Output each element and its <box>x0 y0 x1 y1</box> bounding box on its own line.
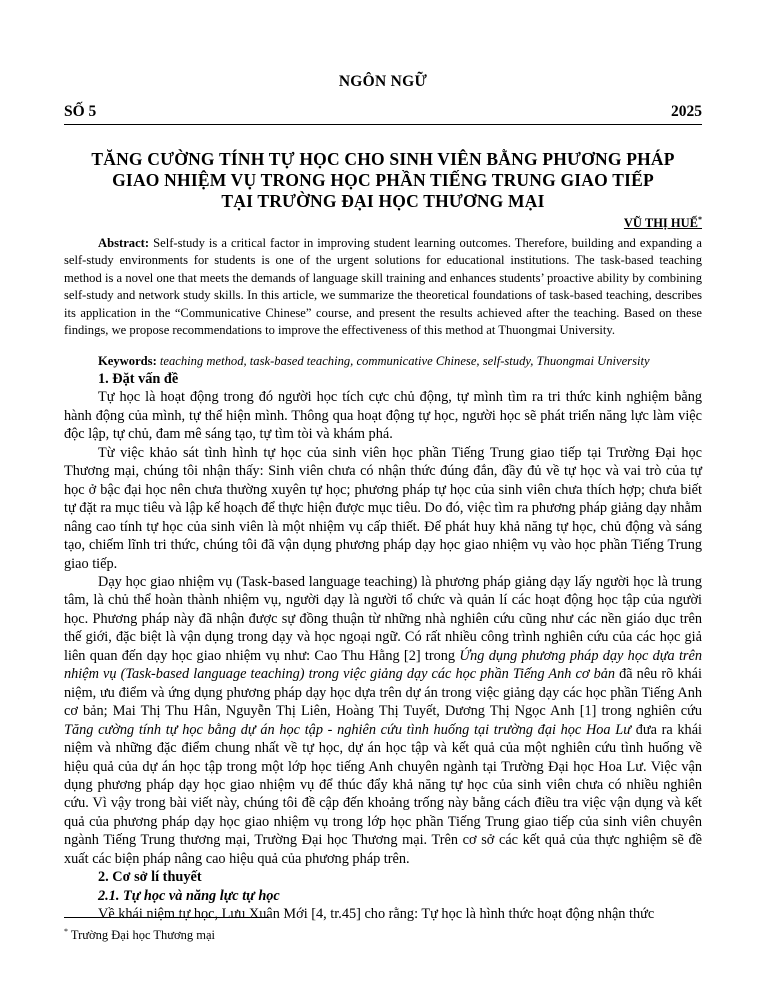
footnote-mark: * <box>64 927 68 936</box>
paragraph: Về khái niệm tự học, Lưu Xuân Mới [4, tr.45] cho rằng: Tự học là hình thức hoạt động nhận thức <box>98 906 655 923</box>
author-name: VŨ THỊ HUẾ* <box>623 215 702 231</box>
paragraph: Dạy học giao nhiệm vụ (Task-based language teaching) là phương pháp giảng dạy lấy người học là trung tâm, là chủ thể hoàn thành nhiệm vụ, người dạy là người tổ chức và quản lí các hoạt động học tập của người học. Phương pháp này đã nhận được sự đồng thuận từ những nhà nghiên cứu cũng như các nền giáo dục trên thế giới, đặc biệt là vận dụng trong dạy và học ngoại ngữ. Có rất nhiều công trình nghiên cứu của các học giả liên quan đến dạy học giao nhiệm vụ như: Cao Thu Hằng [2] trong Ứng dụng phương pháp dạy học dựa trên nhiệm vụ (Task-based language teaching) trong việc giảng dạy các học phần Tiếng Anh cơ bản đã nêu rõ khái niệm, ưu điểm và ứng dụng phương pháp dạy học dựa trên dự án trong việc giảng dạy các học phần Tiếng Anh cơ bản; Mai Thị Thu Hân, Nguyễn Thị Liên, Hoàng Thị Tuyết, Dương Thị Ngọc Anh [1] trong nghiên cứu Tăng cường tính tự học bằng dự án học tập - nghiên cứu tình huống tại trường đại học Hoa Lư đưa ra khái niệm và những đặc điểm chung nhất về tự học, dự án học tập và kết quả của một nghiên cứu tình huống về hiệu quả của dự án học tập trong một lớp học tiếng Anh chuyên ngành tại Trường Đại học Hoa Lư. Việc vận dụng phương pháp dạy học giao nhiệm vụ để thúc đẩy khả năng tự học của sinh viên chưa có nhiều nghiên cứu. Vì vậy trong bài viết này, chúng tôi đề cập đến khoảng trống này bằng cách điều tra việc vận dụng và kết quả của phương pháp dạy học giao nhiệm vụ trong lớp học phần Tiếng Trung giao tiếp của sinh viên chuyên ngành Tiếng Trung thương mại, Trường Đại học Thương mại. Trên cơ sở các kết quả của thực nghiệm sẽ đề xuất các biện pháp nâng cao hiệu quả của phương pháp trên. <box>64 573 703 867</box>
abstract-label: Abstract: <box>98 236 150 250</box>
abstract <box>64 235 702 339</box>
title-line: TĂNG CƯỜNG TÍNH TỰ HỌC CHO SINH VIÊN BẰNG PHƯƠNG PHÁP <box>91 149 675 169</box>
keywords-text: teaching method, task-based teaching, communicative Chinese, self-study, Thuongmai University <box>156 354 650 368</box>
section-heading: 1. Đặt vấn đề <box>98 371 179 387</box>
footnote-rule <box>64 917 269 918</box>
cited-title: Tăng cường tính tự học bằng dự án học tập - nghiên cứu tình huống tại trường đại học Hoa Lư <box>64 721 632 738</box>
footnote <box>64 927 215 943</box>
article-body <box>64 370 702 924</box>
header-rule <box>64 124 702 125</box>
keywords-label: Keywords: <box>98 354 157 368</box>
journal-name: NGÔN NGỮ <box>338 73 428 90</box>
abstract-text: Self-study is a critical factor in improving student learning outcomes. Therefore, building and expanding a self-study environments for students is one of the urgent solutions for educational institutions. The task-based teaching method is a novel one that meets the demands of language skill training and enhances students’ proactive ability by combining self-study and network study skills. In this article, we summarize the theoretical foundations of task-based teaching, describes its application in the “Communicative Chinese” course, and present the results achieved after the teaching. Based on these findings, we propose recommendations to improve the effectiveness of this method at Thuongmai University. <box>64 236 702 338</box>
section-heading: 2. Cơ sở lí thuyết <box>98 869 202 886</box>
issue-year: 2025 <box>671 103 702 120</box>
author-footnote-mark: * <box>698 215 702 224</box>
title-line: GIAO NHIỆM VỤ TRONG HỌC PHẦN TIẾNG TRUNG GIAO TIẾP <box>112 170 654 190</box>
title-line: TẠI TRƯỜNG ĐẠI HỌC THƯƠNG MẠI <box>221 191 545 211</box>
footnote-text: Trường Đại học Thương mại <box>68 928 216 943</box>
article-title <box>64 149 702 212</box>
paragraph: Từ việc khảo sát tình hình tự học của sinh viên học phần Tiếng Trung giao tiếp tại Trường Đại học Thương mại, chúng tôi nhận thấy: Sinh viên chưa có nhận thức đúng đắn, đầy đủ về tự học và vai trò của tự học ở bậc đại học nên chưa thường xuyên tự học; phương pháp tự học của sinh viên chưa thích hợp; chưa biết tự đặt ra mục tiêu và lập kế hoạch để thực hiện được mục tiêu. Do đó, việc tìm ra phương pháp giảng dạy nhằm nâng cao tính tự học của sinh viên là một nhiệm vụ cấp thiết. Để phát huy khả năng tự học, chủ động và sáng tạo, chiếm lĩnh tri thức, chúng tôi đã vận dụng phương pháp dạy học giao nhiệm vụ vào học phần Tiếng Trung giao tiếp. <box>64 444 702 572</box>
paragraph: Tự học là hoạt động trong đó người học tích cực chủ động, tự mình tìm ra tri thức kinh nghiệm bằng hành động của mình, tự thể hiện mình. Thông qua hoạt động tự học, người học sẽ phát triển năng lực làm việc độc lập, tự chủ, đam mê sáng tạo, tự tìm tòi và khám phá. <box>64 389 702 443</box>
cited-title: Ứng dụng phương pháp dạy học dựa trên nhiệm vụ (Task-based language teaching) trong việc giảng dạy các học phần Tiếng Anh cơ bản <box>64 647 702 683</box>
keywords <box>64 354 702 369</box>
issue-number: SỐ 5 <box>64 103 97 120</box>
subsection-heading: 2.1. Tự học và năng lực tự học <box>98 887 280 904</box>
